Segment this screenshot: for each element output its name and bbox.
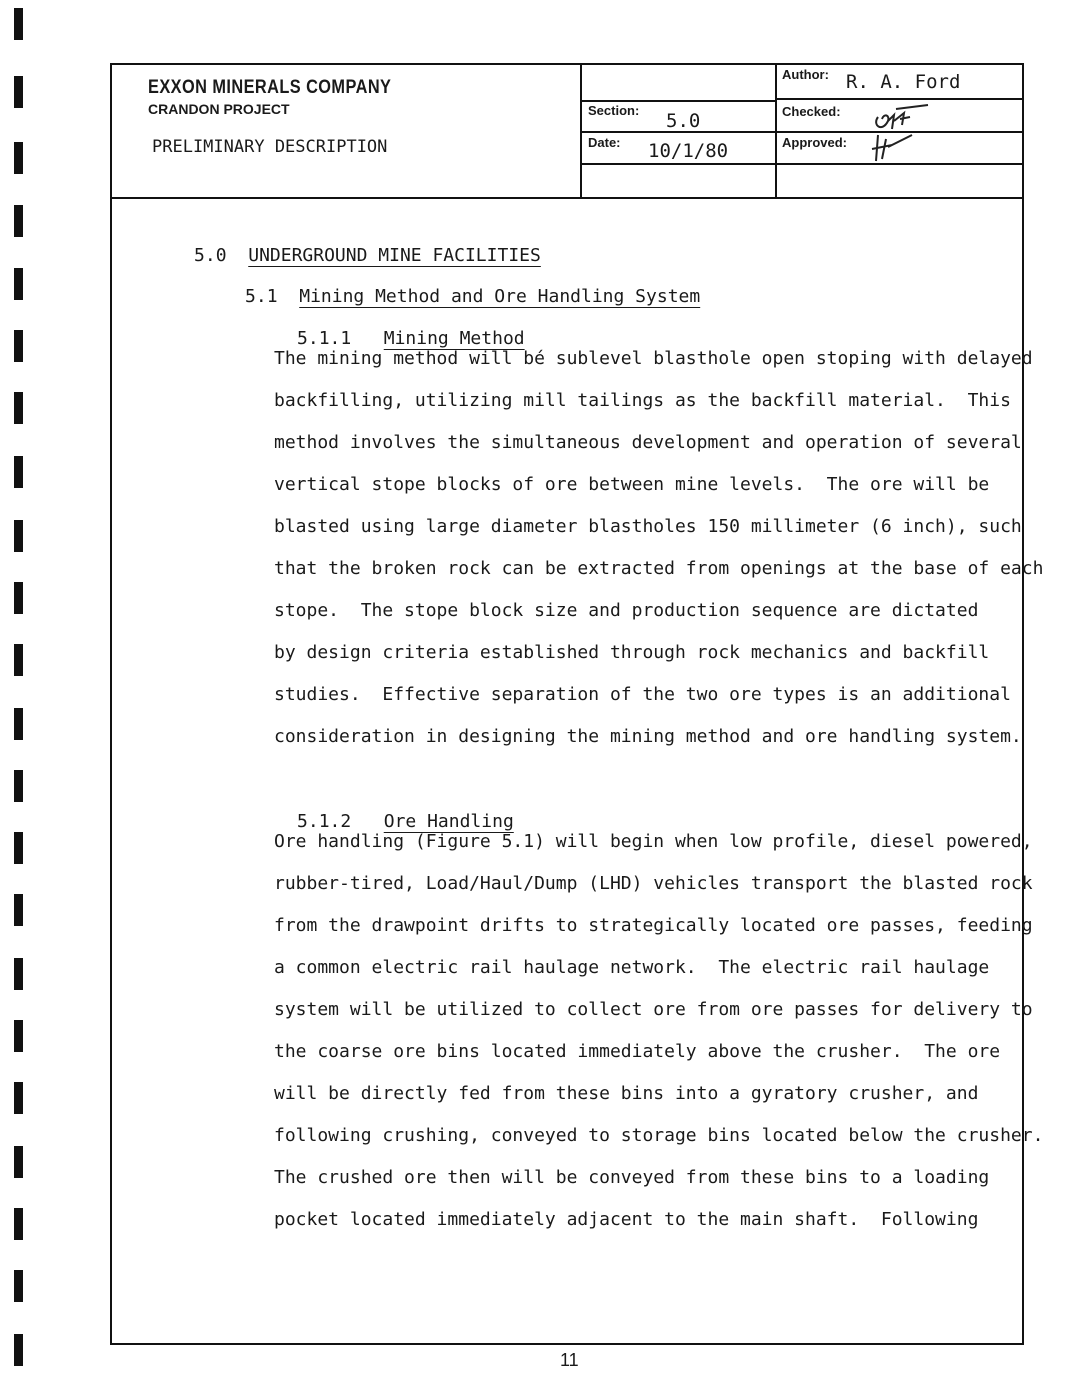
paragraph-line: stope. The stope block size and production sequence are dictated — [274, 600, 979, 621]
paragraph-line: The mining method will bé sublevel blasthole open stoping with delayed — [274, 348, 1033, 369]
binding-hole — [14, 205, 23, 237]
company-name: EXXON MINERALS COMPANY — [148, 77, 392, 98]
paragraph-line: system will be utilized to collect ore from ore passes for delivery to — [274, 999, 1033, 1020]
binding-hole — [14, 8, 23, 40]
binding-hole — [14, 832, 23, 864]
date-label: Date: — [588, 135, 621, 150]
paragraph-line: backfilling, utilizing mill tailings as the backfill material. This — [274, 390, 1011, 411]
heading-title: Mining Method and Ore Handling System — [299, 286, 701, 307]
paragraph-line: will be directly fed from these bins into a gyratory crusher, and — [274, 1083, 979, 1104]
binding-hole — [14, 770, 23, 802]
heading-number: 5.1.1 — [297, 328, 352, 349]
paragraph-line: studies. Effective separation of the two ore types is an additional — [274, 684, 1011, 705]
author-label: Author: — [782, 67, 829, 82]
paragraph-line: Ore handling (Figure 5.1) will begin when low profile, diesel powered, — [274, 831, 1033, 852]
paragraph-line: from the drawpoint drifts to strategically located ore passes, feeding — [274, 915, 1033, 936]
binding-hole — [14, 520, 23, 552]
binding-hole — [14, 644, 23, 676]
paragraph-line: that the broken rock can be extracted from openings at the base of each — [274, 558, 1044, 579]
paragraph-line: method involves the simultaneous development and operation of several — [274, 432, 1022, 453]
page-number: 11 — [560, 1350, 579, 1370]
binding-hole — [14, 1334, 23, 1366]
binding-hole — [14, 958, 23, 990]
section-label: Section: — [588, 103, 640, 118]
paragraph-line: a common electric rail haulage network. The electric rail haulage — [274, 957, 990, 978]
binding-hole — [14, 708, 23, 740]
document-body — [112, 65, 1044, 1345]
binding-hole — [14, 1020, 23, 1052]
project-name: CRANDON PROJECT — [148, 101, 290, 117]
heading-number: 5.1.2 — [297, 811, 352, 832]
binding-hole — [14, 1270, 23, 1302]
date-value: 10/1/80 — [648, 140, 729, 162]
author-value: R. A. Ford — [846, 71, 961, 93]
binding-hole — [14, 894, 23, 926]
approved-label: Approved: — [782, 135, 847, 150]
binding-hole — [14, 142, 23, 174]
document-type: PRELIMINARY DESCRIPTION — [152, 137, 388, 157]
binding-hole — [14, 456, 23, 488]
binding-hole — [14, 392, 23, 424]
paragraph-line: the coarse ore bins located immediately above the crusher. The ore — [274, 1041, 1001, 1062]
paragraph-line: vertical stope blocks of ore between mine levels. The ore will be — [274, 474, 990, 495]
binding-hole — [14, 268, 23, 300]
section-value: 5.0 — [666, 110, 701, 132]
binding-hole — [14, 582, 23, 614]
heading-title: Mining Method — [383, 328, 525, 349]
binding-hole — [14, 1146, 23, 1178]
paragraph-line: by design criteria established through rock mechanics and backfill — [274, 642, 990, 663]
paragraph-line: following crushing, conveyed to storage bins located below the crusher. — [274, 1125, 1044, 1146]
paragraph-line: pocket located immediately adjacent to the main shaft. Following — [274, 1209, 979, 1230]
paragraph-line: rubber-tired, Load/Haul/Dump (LHD) vehicles transport the blasted rock — [274, 873, 1033, 894]
binding-hole — [14, 1082, 23, 1114]
paragraph-line: consideration in designing the mining method and ore handling system. — [274, 726, 1022, 747]
binding-hole — [14, 330, 23, 362]
paragraph-line: blasted using large diameter blastholes 150 millimeter (6 inch), such — [274, 516, 1022, 537]
heading-number: 5.0 — [194, 245, 227, 266]
heading-number: 5.1 — [245, 286, 278, 307]
checked-label: Checked: — [782, 104, 841, 119]
binding-hole — [14, 1208, 23, 1240]
page-frame — [110, 63, 1044, 1345]
paragraph-line: The crushed ore then will be conveyed from these bins to a loading — [274, 1167, 990, 1188]
heading-title: UNDERGROUND MINE FACILITIES — [248, 245, 541, 266]
heading-title: Ore Handling — [383, 811, 514, 832]
binding-hole — [14, 76, 23, 108]
